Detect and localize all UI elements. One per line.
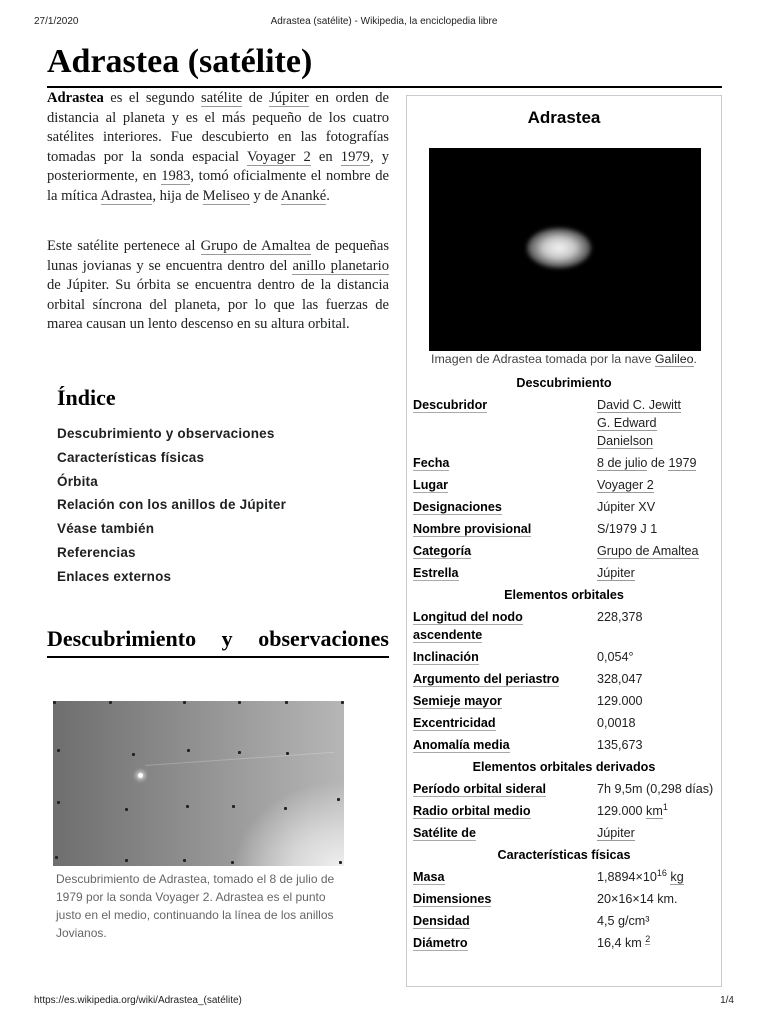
- infobox-rows: [407, 372, 721, 954]
- link-jupiter-box[interactable]: Júpiter: [597, 566, 635, 580]
- reseau-mark: [341, 701, 344, 704]
- label-text: Radio orbital medio: [413, 804, 531, 818]
- text: y de: [249, 187, 281, 204]
- row-designaciones: [407, 496, 721, 518]
- reseau-mark: [53, 701, 56, 704]
- row-dimensiones: [407, 888, 721, 910]
- row-inclinacion: [407, 646, 721, 668]
- text: Este satélite pertenece al: [47, 238, 201, 254]
- infobox-image: [429, 148, 701, 351]
- link-8-julio[interactable]: 8 de julio: [597, 456, 648, 470]
- reseau-mark: [125, 808, 128, 811]
- label: [413, 890, 597, 908]
- infobox: [406, 95, 722, 987]
- reseau-mark: [57, 801, 60, 804]
- link-voyager2-box[interactable]: Voyager 2: [597, 478, 654, 492]
- text: .: [326, 187, 330, 204]
- reseau-mark: [337, 798, 340, 801]
- reseau-mark: [183, 859, 186, 862]
- print-date: 27/1/2020: [34, 16, 79, 27]
- row-descubridor: [407, 394, 721, 452]
- label-text: Período orbital sideral: [413, 782, 546, 796]
- reseau-mark: [55, 856, 58, 859]
- toc-item[interactable]: Características físicas: [57, 449, 205, 465]
- text: de: [647, 456, 669, 470]
- text: en: [310, 148, 341, 165]
- label: [413, 736, 597, 754]
- row-periodo: [407, 778, 721, 800]
- adrastea-point: [138, 773, 143, 778]
- label-text: Inclinación: [413, 650, 479, 664]
- row-masa: [407, 866, 721, 888]
- lead-paragraph-2: [47, 237, 389, 335]
- value: 0,0018: [597, 716, 636, 730]
- value: 4,5 g/cm³: [597, 914, 650, 928]
- label-text: Categoría: [413, 544, 472, 558]
- value: 7h 9,5m (0,298 días): [597, 782, 714, 796]
- label: [413, 780, 597, 798]
- label: [413, 454, 597, 472]
- text: Imagen de Adrastea tomada por la nave: [431, 352, 655, 366]
- toc-heading: Índice: [57, 385, 116, 410]
- link-1979-box[interactable]: 1979: [668, 456, 697, 470]
- label: [413, 714, 597, 732]
- infobox-title: Adrastea: [527, 108, 601, 127]
- label: [413, 912, 597, 930]
- infobox-section-derived: Elementos orbitales derivados: [472, 760, 656, 774]
- print-footer: [34, 995, 734, 1009]
- toc-item[interactable]: Referencias: [57, 544, 136, 560]
- discovery-photo-caption: Descubrimiento de Adrastea, tomado el 8 de julio de 1979 por la sonda Voyager 2. Adrastea es el punto justo en el medio, continuando la línea de los anillos Jovianos.: [56, 872, 335, 940]
- label: [413, 396, 597, 450]
- table-of-contents: [47, 384, 389, 589]
- toc-item[interactable]: Relación con los anillos de Júpiter: [57, 497, 287, 513]
- text: 16,4 km: [597, 936, 646, 950]
- reseau-mark: [339, 861, 342, 864]
- row-longitud-nodo: [407, 606, 721, 646]
- value: 328,047: [597, 672, 643, 686]
- toc-item[interactable]: Véase también: [57, 521, 155, 537]
- section-heading-discovery: Descubrimiento y observaciones: [47, 624, 389, 658]
- toc-item[interactable]: Enlaces externos: [57, 568, 172, 584]
- link-danielson-2[interactable]: Danielson: [597, 434, 654, 448]
- text: , hija de: [152, 187, 203, 204]
- label-text: Lugar: [413, 478, 448, 492]
- link-1983[interactable]: 1983: [161, 168, 191, 184]
- label-text: Argumento del periastro: [413, 672, 560, 686]
- value: [597, 454, 715, 472]
- link-jewitt[interactable]: David C. Jewitt: [597, 398, 681, 412]
- value: 228,378: [597, 610, 643, 624]
- label: [413, 670, 597, 688]
- row-semieje: [407, 690, 721, 712]
- link-jupiter[interactable]: Júpiter: [269, 90, 309, 106]
- text: 1,8894×10: [597, 870, 657, 884]
- value: [597, 934, 715, 952]
- label-text: Dimensiones: [413, 892, 492, 906]
- print-title: Adrastea (satélite) - Wikipedia, la enciclopedia libre: [270, 16, 498, 27]
- label: [413, 802, 597, 820]
- lead-bold-name: Adrastea: [47, 90, 104, 106]
- value: 129.000: [597, 694, 643, 708]
- reseau-mark: [187, 749, 190, 752]
- value: [597, 476, 715, 494]
- label-text: Longitud del nodo: [413, 610, 523, 624]
- text: de pequeñas lunas jovianas y se encuentra dentro del: [47, 238, 389, 274]
- row-estrella: [407, 562, 721, 584]
- label-text: Descubridor: [413, 398, 488, 412]
- label-text: Fecha: [413, 456, 450, 470]
- text: , y posteriormente, en: [47, 148, 390, 184]
- label: [413, 824, 597, 842]
- reseau-mark: [284, 807, 287, 810]
- text: 129.000: [597, 804, 647, 818]
- label: [413, 498, 597, 516]
- row-periastro: [407, 668, 721, 690]
- reseau-mark: [285, 701, 288, 704]
- label: [413, 608, 597, 644]
- link-km[interactable]: km: [646, 804, 663, 818]
- link-galileo[interactable]: Galileo: [654, 352, 694, 366]
- row-fecha: [407, 452, 721, 474]
- reseau-mark: [231, 861, 234, 864]
- ref-2[interactable]: 2: [645, 934, 651, 944]
- row-provisional: [407, 518, 721, 540]
- label: [413, 520, 597, 538]
- adrastea-blob: [527, 228, 591, 268]
- value: [597, 824, 715, 842]
- label-text: Diámetro: [413, 936, 468, 950]
- exponent: 16: [656, 868, 667, 878]
- label-text: Excentricidad: [413, 716, 496, 730]
- row-lugar: [407, 474, 721, 496]
- print-header: [34, 16, 734, 30]
- ref-1[interactable]: 1: [662, 802, 668, 812]
- value: 135,673: [597, 738, 643, 752]
- value: [597, 564, 715, 582]
- link-ananke[interactable]: Ananké: [280, 187, 327, 204]
- reseau-mark: [125, 859, 128, 862]
- reseau-mark: [57, 749, 60, 752]
- text: en orden de distancia al planeta y es el más pequeño de los cuatro satélites interiores. Fue descubierto en las fotografías tomadas por la sonda espacial: [47, 90, 389, 165]
- reseau-mark: [238, 751, 241, 754]
- link-jupiter-satelite[interactable]: Júpiter: [597, 826, 635, 840]
- reseau-mark: [132, 753, 135, 756]
- row-radio: [407, 800, 721, 822]
- link-voyager2[interactable]: Voyager 2: [246, 148, 311, 165]
- link-meliseo[interactable]: Meliseo: [202, 187, 250, 204]
- link-anillo-planetario[interactable]: anillo planetario: [292, 257, 389, 274]
- page-title: Adrastea (satélite): [47, 40, 722, 88]
- value: 0,054°: [597, 650, 634, 664]
- link-adrastea-myth[interactable]: Adrastea: [100, 187, 153, 204]
- reseau-mark: [286, 752, 289, 755]
- value: [597, 542, 715, 560]
- infobox-section-physical: Características físicas: [497, 848, 631, 862]
- text: es el segundo: [103, 90, 201, 106]
- label: [413, 868, 597, 886]
- label: [413, 934, 597, 952]
- toc-item[interactable]: Órbita: [57, 473, 98, 489]
- lead-paragraph-1: [47, 89, 389, 206]
- print-url: https://es.wikipedia.org/wiki/Adrastea_(satélite): [34, 995, 242, 1006]
- reseau-mark: [232, 805, 235, 808]
- value: [597, 868, 715, 886]
- infobox-image-caption: [407, 352, 721, 366]
- row-excentricidad: [407, 712, 721, 734]
- link-grupo-amaltea-box[interactable]: Grupo de Amaltea: [597, 544, 699, 558]
- link-kg[interactable]: kg: [670, 870, 684, 884]
- row-diametro: [407, 932, 721, 954]
- value: Júpiter XV: [597, 500, 656, 514]
- text: de: [242, 90, 270, 106]
- reseau-mark: [183, 701, 186, 704]
- label-text: Anomalía media: [413, 738, 510, 752]
- label-text: Masa: [413, 870, 445, 884]
- text: de Júpiter. Su órbita se encuentra dentro de la distancia orbital síncrona del planeta, por lo que las fuerzas de marea causan un lento descenso en su altura orbital.: [47, 277, 389, 332]
- label: [413, 542, 597, 560]
- label: [413, 692, 597, 710]
- value: S/1979 J 1: [597, 522, 658, 536]
- label-text: Densidad: [413, 914, 470, 928]
- text: .: [693, 352, 697, 366]
- infobox-section-discovery: Descubrimiento: [516, 376, 612, 390]
- row-densidad: [407, 910, 721, 932]
- row-satelite-de: [407, 822, 721, 844]
- label-text: Satélite de: [413, 826, 476, 840]
- link-grupo-amaltea[interactable]: Grupo de Amaltea: [200, 238, 311, 254]
- infobox-section-orbital: Elementos orbitales: [504, 588, 624, 602]
- label: [413, 564, 597, 582]
- label: [413, 648, 597, 666]
- label-text: Designaciones: [413, 500, 502, 514]
- label: [413, 476, 597, 494]
- print-page-number: 1/4: [720, 995, 734, 1006]
- link-danielson-1[interactable]: G. Edward: [597, 416, 657, 430]
- row-anomalia: [407, 734, 721, 756]
- label-text: Semieje mayor: [413, 694, 502, 708]
- value: [597, 802, 715, 820]
- label-text: ascendente: [413, 628, 483, 642]
- text: , tomó oficialmente el nombre de la mítica: [47, 168, 389, 204]
- value: 20×16×14 km.: [597, 892, 678, 906]
- link-1979[interactable]: 1979: [340, 148, 370, 165]
- discovery-photo: [53, 701, 344, 866]
- row-categoria: [407, 540, 721, 562]
- reseau-mark: [186, 805, 189, 808]
- label-text: Nombre provisional: [413, 522, 532, 536]
- link-satelite[interactable]: satélite: [200, 90, 243, 106]
- value: [597, 396, 715, 450]
- label-text: Estrella: [413, 566, 459, 580]
- reseau-mark: [109, 701, 112, 704]
- reseau-mark: [238, 701, 241, 704]
- toc-item[interactable]: Descubrimiento y observaciones: [57, 426, 275, 441]
